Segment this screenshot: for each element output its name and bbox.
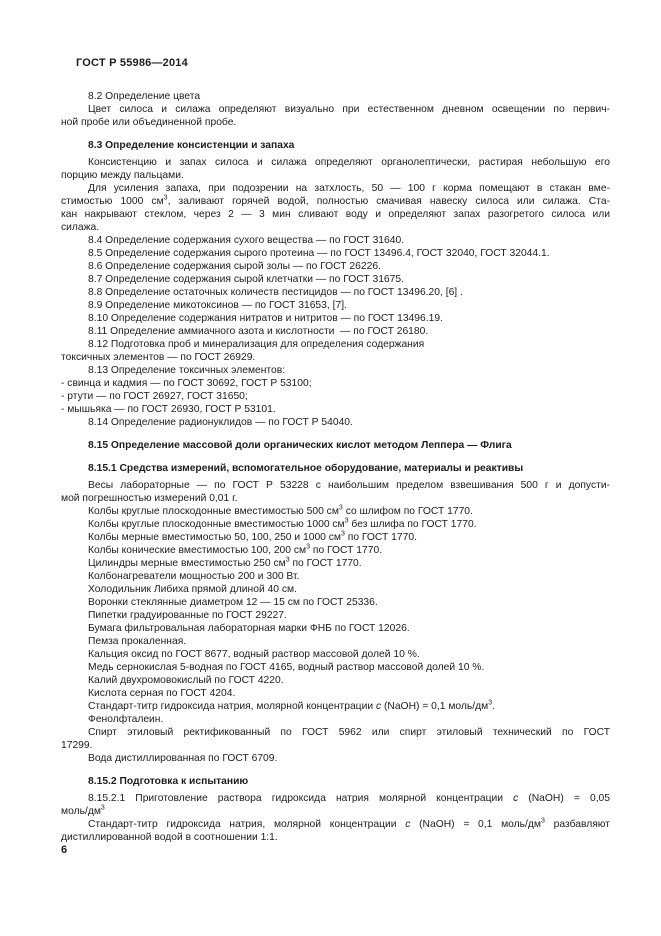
doc-line: 8.9 Определение микотоксинов — по ГОСТ 31653, [7].: [88, 300, 347, 311]
doc-line: силажа.: [61, 222, 100, 233]
doc-line: 8.4 Определение содержания сухого вещества — по ГОСТ 31640.: [88, 235, 405, 246]
doc-line: Бумага фильтровальная лабораторная марки ФНБ по ГОСТ 12026.: [88, 623, 410, 634]
page-number: 6: [61, 844, 68, 856]
doc-heading-line: 8.15.1 Средства измерений, вспомогательное оборудование, материалы и реактивы: [88, 463, 524, 474]
doc-line: Вода дистиллированная по ГОСТ 6709.: [88, 753, 278, 764]
doc-line: Колбы мерные вместимостью 50, 100, 250 и 1000 $см^3$ по ГОСТ 1770.: [88, 530, 417, 543]
doc-line: токсичных элементов — по ГОСТ 26929.: [61, 352, 256, 363]
doc-line: 8.6 Определение содержания сырой золы — по ГОСТ 26226.: [88, 261, 381, 272]
doc-line: порцию между пальцами.: [61, 170, 184, 181]
doc-line: 8.7 Определение содержания сырой клетчатки — по ГОСТ 31675.: [88, 274, 404, 285]
doc-line: 8.8 Определение остаточных количеств пестицидов — по ГОСТ 13496.20, [6] .: [88, 287, 463, 298]
doc-line: дистиллированной водой в соотношении 1:1.: [61, 832, 278, 843]
running-header: ГОСТ Р 55986—2014: [76, 57, 188, 69]
doc-line: ной пробе или объединенной пробе.: [61, 117, 237, 128]
doc-line: Стандарт-титр гидроксида натрия, молярной концентрации c (NaOH) = 0,1 моль/$дм^3$.: [88, 699, 496, 712]
doc-line: Пипетки градуированные по ГОСТ 29227.: [88, 610, 287, 621]
doc-line: Кислота серная по ГОСТ 4204.: [88, 688, 236, 699]
doc-line: Цилиндры мерные вместимостью 250 $см^3$ по ГОСТ 1770.: [88, 556, 362, 569]
doc-line: Калий двухромовокислый по ГОСТ 4220.: [88, 675, 284, 686]
doc-heading-line: 8.15.2 Подготовка к испытанию: [88, 776, 249, 787]
doc-line: 8.11 Определение аммиачного азота и кислотности — по ГОСТ 26180.: [88, 326, 429, 337]
doc-line: 8.14 Определение радионуклидов — по ГОСТ Р 54040.: [88, 417, 353, 428]
doc-heading-line: 8.15 Определение массовой доли органических кислот методом Леппера — Флига: [88, 440, 512, 451]
doc-line: 8.15.2.1 Приготовление раствора гидроксида натрия молярной концентрации c (NaOH) = 0,05: [88, 793, 611, 804]
doc-line: Колбонагреватели мощностью 200 и 300 Вт.: [88, 571, 300, 582]
doc-line: Стандарт-титр гидроксида натрия, молярной концентрации c (NaOH) = 0,1 моль/$дм^3$ разбавляют: [88, 817, 610, 830]
doc-line: Цвет силоса и силажа определяют визуально при естественном дневном освещении по первич-: [88, 104, 610, 115]
doc-line: Консистенцию и запах силоса и силажа определяют органолептически, растирая небольшую его: [88, 157, 610, 168]
doc-line: 8.10 Определение содержания нитратов и нитритов — по ГОСТ 13496.19.: [88, 313, 443, 324]
doc-line: Для усиления запаха, при подозрении на затхлость, 50 — 100 г корма помещают в стакан вме-: [88, 183, 610, 194]
doc-line: - ртути — по ГОСТ 26927, ГОСТ 31650;: [61, 391, 248, 402]
doc-line: 8.2 Определение цвета: [88, 91, 201, 102]
doc-line: моль/$дм^3$: [61, 804, 105, 817]
doc-line: - свинца и кадмия — по ГОСТ 30692, ГОСТ Р 53100;: [61, 378, 312, 389]
doc-line: Колбы конические вместимостью 100, 200 $см^3$ по ГОСТ 1770.: [88, 543, 383, 556]
doc-line: 17299.: [61, 740, 93, 751]
doc-line: 8.12 Подготовка проб и минерализация для определения содержания: [88, 339, 425, 350]
doc-line: кан накрывают стеклом, через 2 — 3 мин сливают воду и определяют запах разогретого силоса или: [61, 209, 610, 220]
doc-line: Колбы круглые плоскодонные вместимостью 500 $см^3$ со шлифом по ГОСТ 1770.: [88, 504, 473, 517]
doc-heading-line: 8.3 Определение консистенции и запаха: [88, 140, 295, 151]
doc-line: 8.13 Определение токсичных элементов:: [88, 365, 286, 376]
doc-line: - мышьяка — по ГОСТ 26930, ГОСТ Р 53101.: [61, 404, 276, 415]
doc-line: Кальция оксид по ГОСТ 8677, водный раствор массовой долей 10 %.: [88, 649, 420, 660]
doc-line: Спирт этиловый ректификованный по ГОСТ 5962 или спирт этиловый технический по ГОСТ: [88, 727, 610, 738]
doc-line: Колбы круглые плоскодонные вместимостью 1000 $см^3$ без шлифа по ГОСТ 1770.: [88, 517, 477, 530]
doc-line: Холодильник Либиха прямой длиной 40 см.: [88, 584, 297, 595]
doc-line: стимостью 1000 $см^3$, заливают горячей водой, полностью смачивая навеску силоса или силажа. Ста-: [61, 194, 611, 207]
doc-line: Медь сернокислая 5-водная по ГОСТ 4165, водный раствор массовой долей 10 %.: [88, 662, 485, 673]
doc-line: Весы лабораторные — по ГОСТ Р 53228 с наибольшим пределом взвешивания 500 г и допусти-: [88, 480, 610, 491]
doc-line: Фенолфталеин.: [88, 714, 164, 725]
doc-line: мой погрешностью измерений 0,01 г.: [61, 493, 238, 504]
doc-line: 8.5 Определение содержания сырого протеина — по ГОСТ 13496.4, ГОСТ 32040, ГОСТ 32044.1.: [88, 248, 550, 259]
document-body: [61, 90, 610, 844]
doc-line: Воронки стеклянные диаметром 12 — 15 см по ГОСТ 25336.: [88, 597, 378, 608]
doc-line: Пемза прокаленная.: [88, 636, 187, 647]
